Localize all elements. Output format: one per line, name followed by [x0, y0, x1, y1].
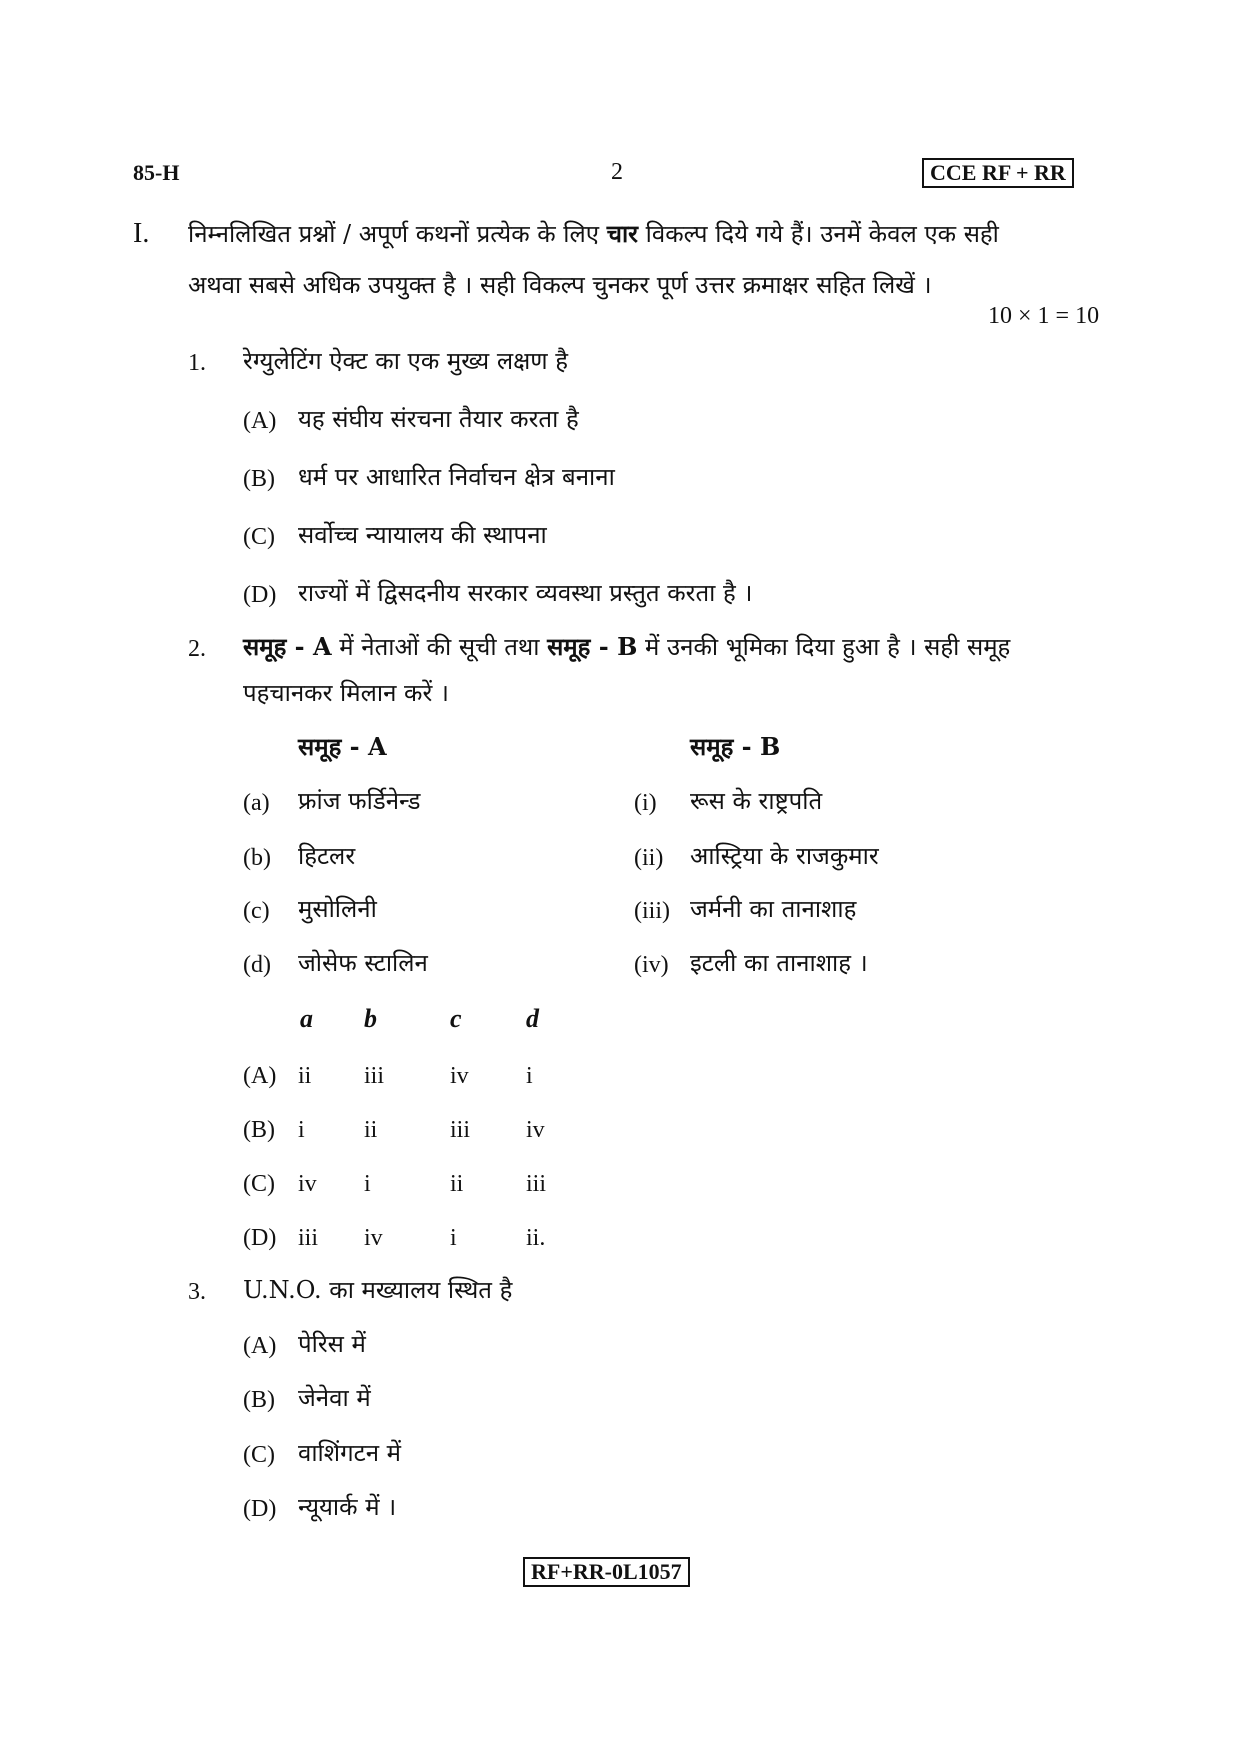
q2-group-a-ref: समूह - A	[243, 632, 332, 661]
col-b-item: जर्मनी का तानाशाह	[690, 895, 857, 923]
answer-cell: i	[364, 1171, 371, 1197]
footer-code: RF+RR-0L1057	[523, 1557, 690, 1587]
q3-option-text: न्यूयार्क में ।	[298, 1493, 397, 1521]
col-b-label: (iv)	[634, 952, 669, 978]
instruction-line-1	[188, 217, 999, 251]
q2-line-post: में उनकी भूमिका दिया हुआ है । सही समूह	[645, 633, 1011, 661]
answer-option-label: (B)	[243, 1117, 275, 1143]
answer-option-label: (C)	[243, 1171, 275, 1197]
q1-option-text: धर्म पर आधारित निर्वाचन क्षेत्र बनाना	[298, 463, 615, 491]
answer-header: a	[300, 1004, 313, 1033]
q1-option-label: (A)	[243, 408, 277, 434]
answer-cell: iii	[526, 1171, 547, 1197]
q1-option-label: (B)	[243, 466, 275, 492]
q3-option-text: वाशिंगटन में	[298, 1439, 402, 1467]
col-b-item: रूस के राष्ट्रपति	[690, 787, 823, 815]
answer-cell: ii	[364, 1117, 378, 1143]
q3-number: 3.	[188, 1279, 206, 1305]
answer-cell: ii	[298, 1063, 312, 1089]
instruction-line-2: अथवा सबसे अधिक उपयुक्त है । सही विकल्प चुनकर पूर्ण उत्तर क्रमाक्षर सहित लिखें ।	[188, 271, 932, 299]
answer-cell: i	[526, 1063, 533, 1089]
q1-text: रेग्युलेटिंग ऐक्ट का एक मुख्य लक्षण है	[243, 347, 569, 375]
group-b-heading: समूह - B	[690, 732, 781, 761]
answer-cell: ii	[450, 1171, 464, 1197]
q1-option-text: सर्वोच्च न्यायालय की स्थापना	[298, 521, 547, 549]
col-a-label: (c)	[243, 898, 270, 924]
q1-option-label: (D)	[243, 582, 277, 608]
col-a-item: मुसोलिनी	[298, 895, 377, 923]
paper-code: 85-H	[133, 160, 180, 185]
instruction-pre: निम्नलिखित प्रश्नों / अपूर्ण कथनों प्रत्येक के लिए	[188, 220, 600, 248]
answer-cell: i	[450, 1225, 457, 1251]
col-a-label: (b)	[243, 845, 271, 871]
q3-option-label: (D)	[243, 1496, 277, 1522]
answer-cell: iii	[298, 1225, 319, 1251]
q3-option-label: (C)	[243, 1442, 275, 1468]
answer-cell: iv	[526, 1117, 545, 1143]
marks: 10 × 1 = 10	[988, 303, 1100, 329]
q1-option-text: राज्यों में द्विसदनीय सरकार व्यवस्था प्रस्तुत करता है ।	[298, 579, 753, 607]
q2-number: 2.	[188, 636, 206, 662]
q3-option-text: पेरिस में	[298, 1330, 366, 1358]
col-b-item: इटली का तानाशाह ।	[690, 949, 868, 977]
q3-option-label: (B)	[243, 1387, 275, 1413]
col-b-item: आस्ट्रिया के राजकुमार	[690, 842, 879, 870]
answer-cell: i	[298, 1117, 305, 1143]
q2-group-b-ref: समूह - B	[547, 632, 638, 661]
q1-number: 1.	[188, 350, 206, 376]
answer-cell: iv	[298, 1171, 317, 1197]
q3-text: U.N.O. का मख्यालय स्थित है	[243, 1276, 513, 1304]
col-a-item: फ्रांज फर्डिनेन्ड	[298, 787, 421, 815]
q2-line-mid: में नेताओं की सूची तथा	[339, 633, 540, 661]
series-code: CCE RF + RR	[922, 158, 1074, 188]
section-numeral: I.	[133, 218, 150, 249]
col-b-label: (iii)	[634, 898, 670, 924]
answer-cell: iii	[364, 1063, 385, 1089]
answer-cell: iii	[450, 1117, 471, 1143]
q1-option-text: यह संघीय संरचना तैयार करता है	[298, 405, 579, 433]
answer-option-label: (D)	[243, 1225, 277, 1251]
answer-cell: iv	[450, 1063, 469, 1089]
page-number: 2	[611, 159, 623, 185]
col-b-label: (ii)	[634, 845, 664, 871]
q2-line-1	[243, 630, 1010, 664]
answer-header: c	[450, 1004, 462, 1033]
q3-option-label: (A)	[243, 1333, 277, 1359]
q2-line-2: पहचानकर मिलान करें ।	[243, 679, 450, 707]
col-a-item: जोसेफ स्टालिन	[298, 949, 428, 977]
q1-option-label: (C)	[243, 524, 275, 550]
group-a-heading: समूह - A	[298, 732, 387, 761]
col-b-label: (i)	[634, 790, 657, 816]
col-a-item: हिटलर	[298, 842, 356, 870]
answer-header: b	[364, 1004, 377, 1033]
q3-option-text: जेनेवा में	[298, 1384, 371, 1412]
col-a-label: (d)	[243, 952, 271, 978]
answer-cell: iv	[364, 1225, 383, 1251]
answer-option-label: (A)	[243, 1063, 277, 1089]
answer-cell: ii.	[526, 1225, 546, 1251]
instruction-post: विकल्प दिये गये हैं। उनमें केवल एक सही	[645, 220, 999, 248]
answer-header: d	[526, 1004, 539, 1033]
col-a-label: (a)	[243, 790, 270, 816]
instruction-bold: चार	[606, 219, 638, 248]
